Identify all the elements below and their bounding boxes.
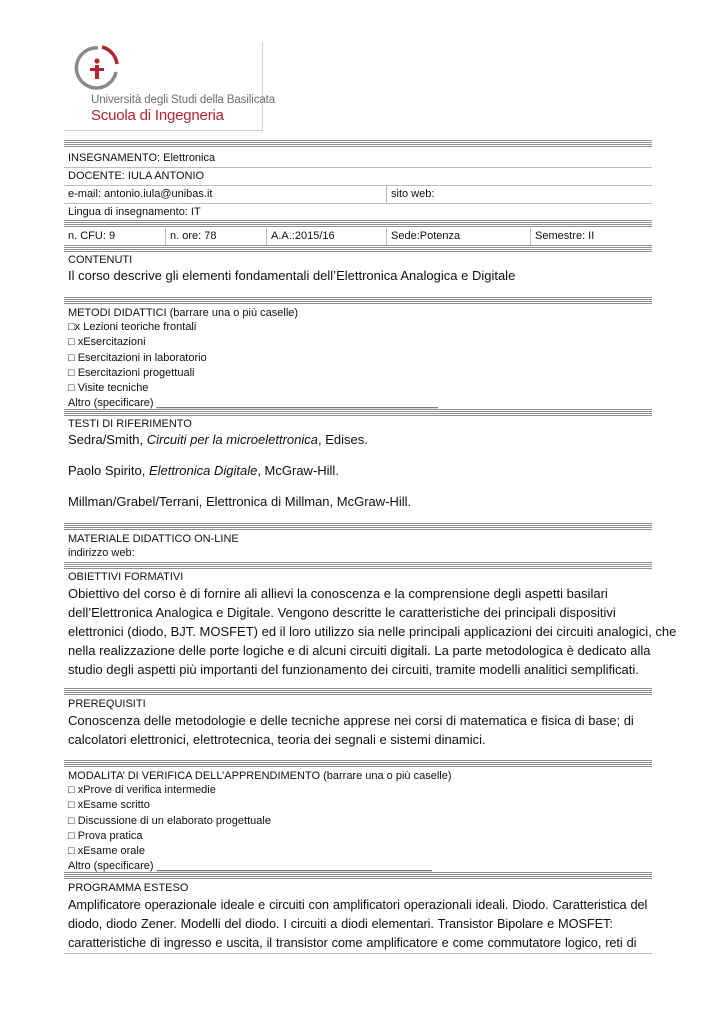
section-materiale (64, 532, 652, 560)
programma-title: PROGRAMMA ESTESO (68, 882, 189, 894)
anno-accademico-text: A.A.:2015/16 (271, 230, 335, 242)
contenuti-title: CONTENUTI (68, 254, 133, 266)
obiettivi-text: Obiettivo del corso è di fornire ali allievi la conoscenza e la comprensione degli aspetti basilari dell’Elettronica Analogica e Digitale. Vengono descritte le caratteristiche dei principali dispositivi elettronici (diodo, BJT. MOSFET) ed il loro utilizzo sia nelle principali applicazioni dei circuiti analogici, che nella realizzazione delle porte logiche e di alcuni circuiti digitali. La parte metodologica è dedicato alla studio degli aspetti più importanti del funzionamento dei circuiti, tramite modelli analitici semplificati. (68, 586, 677, 677)
book-1: Sedra/Smith, Circuiti per la microelettronica, Edises. (68, 432, 368, 447)
section-separator (64, 523, 652, 531)
university-logo (64, 42, 276, 131)
indirizzo-web-text: indirizzo web: (68, 547, 135, 559)
metodi-item: □ xEsercitazioni (68, 336, 146, 349)
info-row-contacts (64, 186, 652, 204)
ore-text: n. ore: 78 (170, 230, 217, 242)
section-separator (64, 140, 652, 148)
metodi-list (64, 320, 652, 412)
metodi-item: □ Esercitazioni in laboratorio (68, 351, 207, 364)
verifica-altro: Altro (specificare) _____________________________________________ (68, 860, 432, 873)
metodi-item: □ Esercitazioni progettuali (68, 366, 195, 379)
lingua-text: Lingua di insegnamento: IT (68, 206, 201, 218)
testi-title: TESTI DI RIFERIMENTO (68, 418, 192, 430)
verifica-item: □ xProve di verifica intermedie (68, 784, 216, 796)
insegnamento-text: INSEGNAMENTO: Elettronica (68, 152, 216, 164)
metodi-title: METODI DIDATTICI (barrare una o più caselle) (68, 307, 299, 319)
school-name: Scuola di Ingegneria (91, 107, 224, 124)
course-info-row (64, 228, 652, 246)
prerequisiti-text: Conoscenza delle metodologie e delle tecniche apprese nei corsi di matematica e fisica di base; di calcolatori elettronici, elettrotecnica, teoria dei segnali e sistemi dinamici. (68, 713, 634, 747)
verifica-list (64, 783, 652, 875)
email-text: e-mail: antonio.iula@unibas.it (68, 188, 213, 200)
book-2-title: Elettronica Digitale (148, 463, 258, 478)
info-row-insegnamento (64, 149, 652, 168)
info-row-docente (64, 168, 652, 186)
section-separator (64, 409, 652, 417)
section-metodi-didattici (64, 306, 652, 412)
verifica-title: MODALITA’ DI VERIFICA DELL’APPRENDIMENTO (barrare una o più caselle) (68, 770, 452, 782)
obiettivi-title: OBIETTIVI FORMATIVI (68, 571, 184, 583)
section-verifica (64, 769, 652, 875)
section-separator (64, 562, 652, 570)
section-obiettivi (64, 570, 677, 679)
materiale-title: MATERIALE DIDATTICO ON-LINE (68, 533, 239, 545)
page-bottom-rule (64, 953, 652, 954)
section-separator (64, 297, 652, 305)
prerequisiti-title: PREREQUISITI (68, 698, 146, 710)
section-separator (64, 760, 652, 768)
metodi-item: □ Visite tecniche (68, 382, 149, 395)
sito-web-text: sito web: (391, 188, 435, 200)
sede-text: Sede:Potenza (391, 230, 461, 242)
section-testi (64, 417, 652, 511)
section-separator (64, 220, 652, 228)
university-logo-mark-icon (68, 42, 122, 92)
contenuti-text: Il corso descrive gli elementi fondamentali dell’Elettronica Analogica e Digitale (68, 268, 516, 283)
programma-text: Amplificatore operazionale ideale e circuiti con amplificatori operazionali ideali. Diodo. Caratteristica del diodo, diodo Zener. Modelli del diodo. I circuiti a diodi elementari. Transistor Bipolare e MOSFET: caratteristiche di ingresso e uscita, il transistor come amplificatore e come commutatore logico, reti di (68, 897, 648, 950)
verifica-item: □ Discussione di un elaborato progettuale (68, 814, 271, 827)
section-programma (64, 881, 652, 952)
metodi-altro: Altro (specificare) ______________________________________________ (68, 397, 439, 410)
book-2: Paolo Spirito, Elettronica Digitale, McGraw-Hill. (68, 463, 339, 478)
section-separator (64, 872, 652, 880)
verifica-item: □ xEsame orale (68, 845, 145, 858)
verifica-item: □ Prova pratica (68, 829, 143, 842)
section-prerequisiti (64, 697, 652, 749)
docente-text: DOCENTE: IULA ANTONIO (68, 170, 205, 182)
section-contenuti (64, 253, 652, 285)
university-name: Università degli Studi della Basilicata (91, 94, 276, 106)
metodi-item: □x Lezioni teoriche frontali (68, 321, 197, 333)
book-3: Millman/Grabel/Terrani, Elettronica di Millman, McGraw-Hill. (68, 494, 412, 509)
verifica-item: □ xEsame scritto (68, 799, 150, 812)
semestre-text: Semestre: II (535, 230, 595, 242)
section-separator (64, 245, 652, 253)
info-row-lingua (64, 204, 652, 220)
section-separator (64, 688, 652, 696)
cfu-text: n. CFU: 9 (68, 230, 116, 242)
book-1-title: Circuiti per la microelettronica (146, 432, 318, 447)
